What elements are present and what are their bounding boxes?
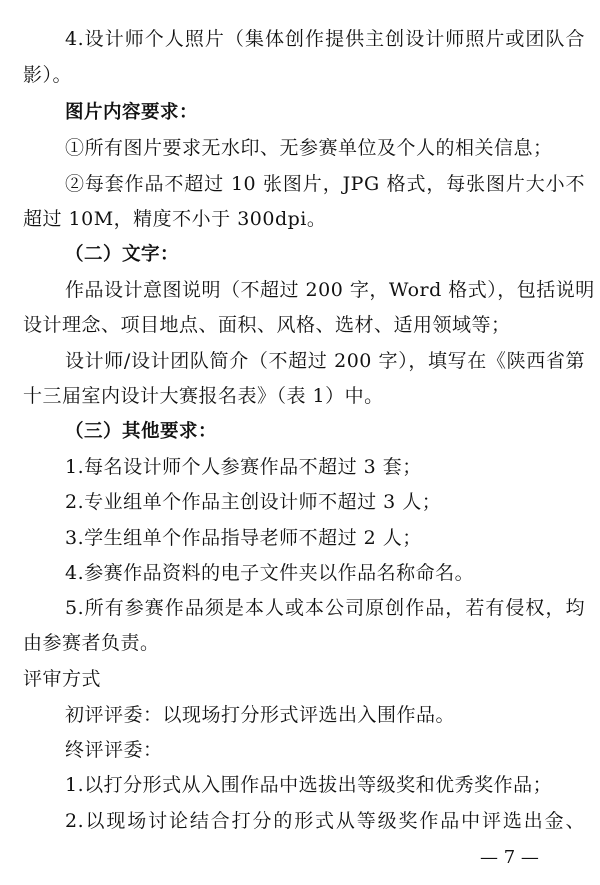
review-initial: 初评评委：以现场打分形式评选出入围作品。 <box>65 704 456 726</box>
text-para2-line1: 设计师/设计团队简介（不超过 200 字），填写在《陕西省第 <box>65 350 585 372</box>
page-number: — 7 — <box>480 847 539 868</box>
other-requirement-2: 2.专业组单个作品主创设计师不超过 3 人； <box>65 491 442 513</box>
item4-line2: 影）。 <box>23 64 73 86</box>
other-requirement-1: 1.每名设计师个人参赛作品不超过 3 套； <box>65 456 422 478</box>
image-requirements-heading: 图片内容要求： <box>65 102 199 123</box>
image-requirement-2-line2: 超过 10M，精度不小于 300dpi。 <box>23 208 327 230</box>
review-final-2: 2.以现场讨论结合打分的形式从等级奖作品中评选出金、 <box>65 810 585 832</box>
image-requirement-1: ①所有图片要求无水印、无参赛单位及个人的相关信息； <box>65 137 553 159</box>
other-requirement-5-line1: 5.所有参赛作品须是本人或本公司原创作品，若有侵权，均 <box>65 597 585 619</box>
review-final-label: 终评评委： <box>65 739 163 761</box>
section-3-heading: （三）其他要求： <box>65 421 218 442</box>
item4-line1: 4.设计师个人照片（集体创作提供主创设计师照片或团队合 <box>65 28 585 50</box>
text-para2-line2: 十三届室内设计大赛报名表》（表 1）中。 <box>23 385 384 407</box>
section-2-heading: （二）文字： <box>65 244 180 265</box>
review-method-heading: 评审方式 <box>23 668 102 690</box>
image-requirement-2-line1: ②每套作品不超过 10 张图片，JPG 格式，每张图片大小不 <box>65 173 585 195</box>
other-requirement-4: 4.参赛作品资料的电子文件夹以作品名称命名。 <box>65 562 475 584</box>
text-para1-line1: 作品设计意图说明（不超过 200 字，Word 格式），包括说明 <box>65 279 595 301</box>
review-final-1: 1.以打分形式从入围作品中选拔出等级奖和优秀奖作品； <box>65 774 553 796</box>
other-requirement-3: 3.学生组单个作品指导老师不超过 2 人； <box>65 527 422 549</box>
text-para1-line2: 设计理念、项目地点、面积、风格、选材、适用领域等； <box>23 314 511 336</box>
other-requirement-5-line2: 由参赛者负责。 <box>23 632 160 654</box>
